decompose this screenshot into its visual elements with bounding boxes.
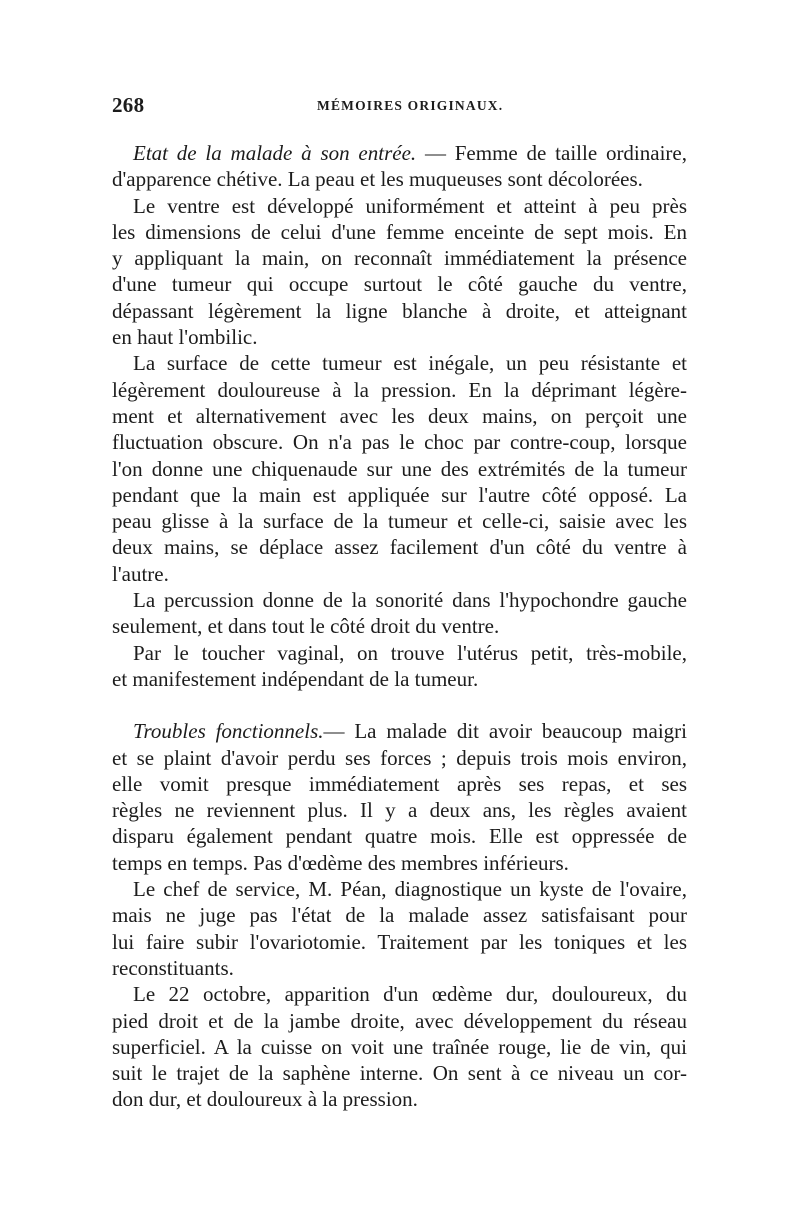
line-text: Le chef de service, M. Péan, diagnostique un kyste de l'ovaire, bbox=[133, 877, 687, 902]
paragraph bbox=[112, 876, 687, 981]
text-line bbox=[112, 929, 687, 955]
paragraph bbox=[112, 718, 687, 876]
paragraph bbox=[112, 587, 687, 640]
text-line bbox=[112, 745, 687, 771]
line-text: temps en temps. Pas d'œdème des membres inférieurs. bbox=[112, 850, 569, 875]
line-text: reconstituants. bbox=[112, 955, 234, 980]
line-text: légèrement douloureuse à la pression. En la déprimant légère- bbox=[112, 377, 687, 402]
italic-heading: Troubles fonctionnels. bbox=[133, 719, 324, 744]
line-text: et se plaint d'avoir perdu ses forces ; depuis trois mois environ, bbox=[112, 745, 687, 770]
text-line bbox=[112, 219, 687, 245]
text-line bbox=[112, 298, 687, 324]
page-number: 268 bbox=[112, 93, 145, 117]
text-line bbox=[112, 876, 687, 902]
text-line bbox=[112, 324, 687, 350]
text-line bbox=[112, 1008, 687, 1034]
line-text: elle vomit presque immédiatement après ses repas, et ses bbox=[112, 771, 687, 796]
line-text: ment et alternativement avec les deux mains, on perçoit une bbox=[112, 403, 687, 428]
line-text: — Femme de taille ordinaire, bbox=[416, 141, 687, 165]
line-text: y appliquant la main, on reconnaît immédiatement la présence bbox=[112, 246, 687, 271]
text-line bbox=[112, 1060, 687, 1086]
line-text: suit le trajet de la saphène interne. On sent à ce niveau un cor- bbox=[112, 1061, 687, 1086]
line-text: l'on donne une chiquenaude sur une des extrémités de la tumeur bbox=[112, 456, 687, 481]
text-line bbox=[112, 955, 687, 981]
line-text: d'apparence chétive. La peau et les muqueuses sont décolorées. bbox=[112, 167, 643, 192]
text-line bbox=[112, 561, 687, 587]
text-line bbox=[112, 902, 687, 928]
paragraph bbox=[112, 350, 687, 587]
text-line bbox=[112, 166, 687, 192]
line-text: seulement, et dans tout le côté droit du ventre. bbox=[112, 614, 500, 639]
text-line bbox=[112, 1034, 687, 1060]
line-text: l'autre. bbox=[112, 561, 169, 586]
paragraph bbox=[112, 981, 687, 1112]
line-text: et manifestement indépendant de la tumeur. bbox=[112, 666, 479, 691]
text-line bbox=[112, 534, 687, 560]
text-line bbox=[112, 981, 687, 1007]
line-text: dépassant légèrement la ligne blanche à droite, et atteignant bbox=[112, 298, 687, 323]
line-text: mais ne juge pas l'état de la malade assez satisfaisant pour bbox=[112, 903, 687, 928]
text-line bbox=[112, 771, 687, 797]
text-line bbox=[112, 613, 687, 639]
text-line bbox=[112, 350, 687, 376]
text-line bbox=[112, 456, 687, 482]
text-line bbox=[112, 640, 687, 666]
line-text: superficiel. A la cuisse on voit une traînée rouge, lie de vin, qui bbox=[112, 1034, 687, 1059]
paragraph bbox=[112, 140, 687, 193]
line-text: pendant que la main est appliquée sur l'autre côté opposé. La bbox=[112, 482, 687, 507]
text-line bbox=[112, 429, 687, 455]
line-text: La surface de cette tumeur est inégale, un peu résistante et bbox=[133, 351, 687, 376]
body-text bbox=[112, 140, 687, 1113]
text-line bbox=[112, 482, 687, 508]
text-line bbox=[112, 797, 687, 823]
text-line bbox=[112, 666, 687, 692]
line-text: Le 22 octobre, apparition d'un œdème dur, douloureux, du bbox=[133, 982, 687, 1007]
text-line bbox=[112, 271, 687, 297]
text-line bbox=[112, 587, 687, 613]
paragraph bbox=[112, 193, 687, 351]
text-line bbox=[112, 1086, 687, 1112]
text-line bbox=[112, 245, 687, 271]
text-line bbox=[112, 823, 687, 849]
text-line bbox=[112, 140, 687, 166]
line-text: lui faire subir l'ovariotomie. Traitement par les toniques et les bbox=[112, 929, 687, 954]
line-text: les dimensions de celui d'une femme enceinte de sept mois. En bbox=[112, 219, 687, 244]
running-head bbox=[112, 93, 687, 117]
text-line bbox=[112, 377, 687, 403]
text-line bbox=[112, 193, 687, 219]
line-text: règles ne reviennent plus. Il y a deux ans, les règles avaient bbox=[112, 798, 687, 823]
line-text: Par le toucher vaginal, on trouve l'utérus petit, très-mobile, bbox=[133, 640, 687, 665]
paragraph bbox=[112, 640, 687, 693]
section-gap bbox=[112, 692, 687, 718]
text-line bbox=[112, 403, 687, 429]
line-text: don dur, et douloureux à la pression. bbox=[112, 1087, 418, 1112]
line-text: d'une tumeur qui occupe surtout le côté gauche du ventre, bbox=[112, 272, 687, 297]
italic-heading: Etat de la malade à son entrée. bbox=[133, 141, 417, 165]
text-line bbox=[112, 718, 687, 744]
line-text: disparu également pendant quatre mois. Elle est oppressée de bbox=[112, 824, 687, 849]
line-text: deux mains, se déplace assez facilement d'un côté du ventre à bbox=[112, 535, 687, 560]
line-text: — La malade dit avoir beaucoup maigri bbox=[323, 719, 687, 744]
line-text: Le ventre est développé uniformément et atteint à peu près bbox=[133, 193, 687, 218]
line-text: fluctuation obscure. On n'a pas le choc par contre-coup, lorsque bbox=[112, 430, 687, 455]
line-text: en haut l'ombilic. bbox=[112, 325, 258, 350]
line-text: La percussion donne de la sonorité dans l'hypochondre gauche bbox=[133, 588, 687, 613]
line-text: peau glisse à la surface de la tumeur et celle-ci, saisie avec les bbox=[112, 509, 687, 534]
line-text: pied droit et de la jambe droite, avec développement du réseau bbox=[112, 1008, 687, 1033]
text-line bbox=[112, 850, 687, 876]
text-line bbox=[112, 508, 687, 534]
journal-title: MÉMOIRES ORIGINAUX. bbox=[317, 98, 504, 113]
